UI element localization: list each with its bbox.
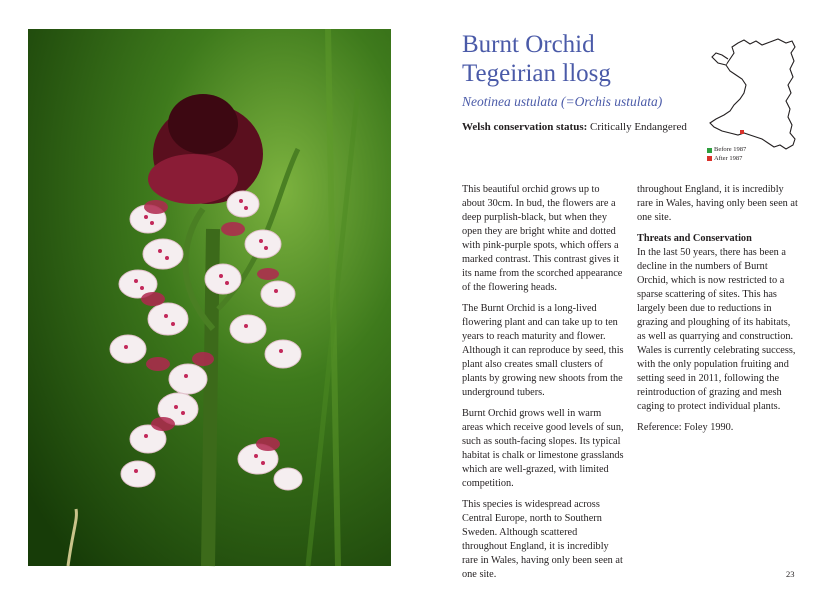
red-swatch-icon: [707, 156, 712, 161]
conservation-status: [462, 121, 687, 133]
burnt-orchid-photo: [28, 29, 391, 566]
paragraph-habitat: Burnt Orchid grows well in warm areas which receive good levels of sun, such as south-facing slopes. Its typical habitat is chalk or limestone grasslands which are well-grazed, with limited competition.: [462, 408, 624, 489]
paragraph-description: This beautiful orchid grows up to about 30cm. In bud, the flowers are a deep purplish-black, but when they open they are bright white and dotted with pink-purple spots, which offers a marked contrast. This contrast gives it its name from the scorched appearance of the flowering heads.: [462, 184, 623, 293]
body-column-right: [637, 183, 799, 442]
english-name: Burnt Orchid: [462, 31, 595, 58]
paragraph-life-cycle: The Burnt Orchid is a long-lived flowering plant and can take up to ten years to reach maturity and flower. Although it can reproduce by seed, this plant also creates small clusters of plants by growing new shoots from the underground tubers.: [462, 303, 624, 398]
paragraph-distribution-continued: throughout England, it is incredibly rare in Wales, having only been seen at one site.: [637, 184, 798, 223]
reference: Reference: Foley 1990.: [637, 422, 734, 433]
threats-heading: Threats and Conservation: [637, 233, 752, 244]
scientific-name: Neotinea ustulata (=Orchis ustulata): [462, 94, 663, 109]
body-column-left: [462, 183, 624, 580]
status-label: Welsh conservation status:: [462, 121, 588, 133]
record-after-marker: [740, 130, 744, 134]
species-title: [462, 30, 611, 88]
green-swatch-icon: [707, 148, 712, 153]
page-number: 23: [786, 569, 795, 579]
paragraph-threats: In the last 50 years, there has been a decline in the numbers of Burnt Orchid, which is now restricted to a sparse scattering of sites. This has largely been due to reductions in grazing and ploughing of its habitats, as well as quarrying and construction. Wales is currently celebrating success, with the only population fruiting and setting seed in 2011, following the reintroduction of grazing and mesh caging to protect individual plants.: [637, 247, 796, 412]
welsh-name: Tegeirian llosg: [462, 60, 611, 87]
legend-after: After 1987: [707, 155, 746, 164]
status-value: Critically Endangered: [590, 121, 687, 133]
map-legend: [707, 146, 746, 163]
legend-before: Before 1987: [707, 146, 746, 155]
paragraph-distribution: This species is widespread across Central Europe, north to Southern Sweden. Although scattered throughout England, it is incredibly rare in Wales, having only been seen at one site.: [462, 499, 623, 580]
